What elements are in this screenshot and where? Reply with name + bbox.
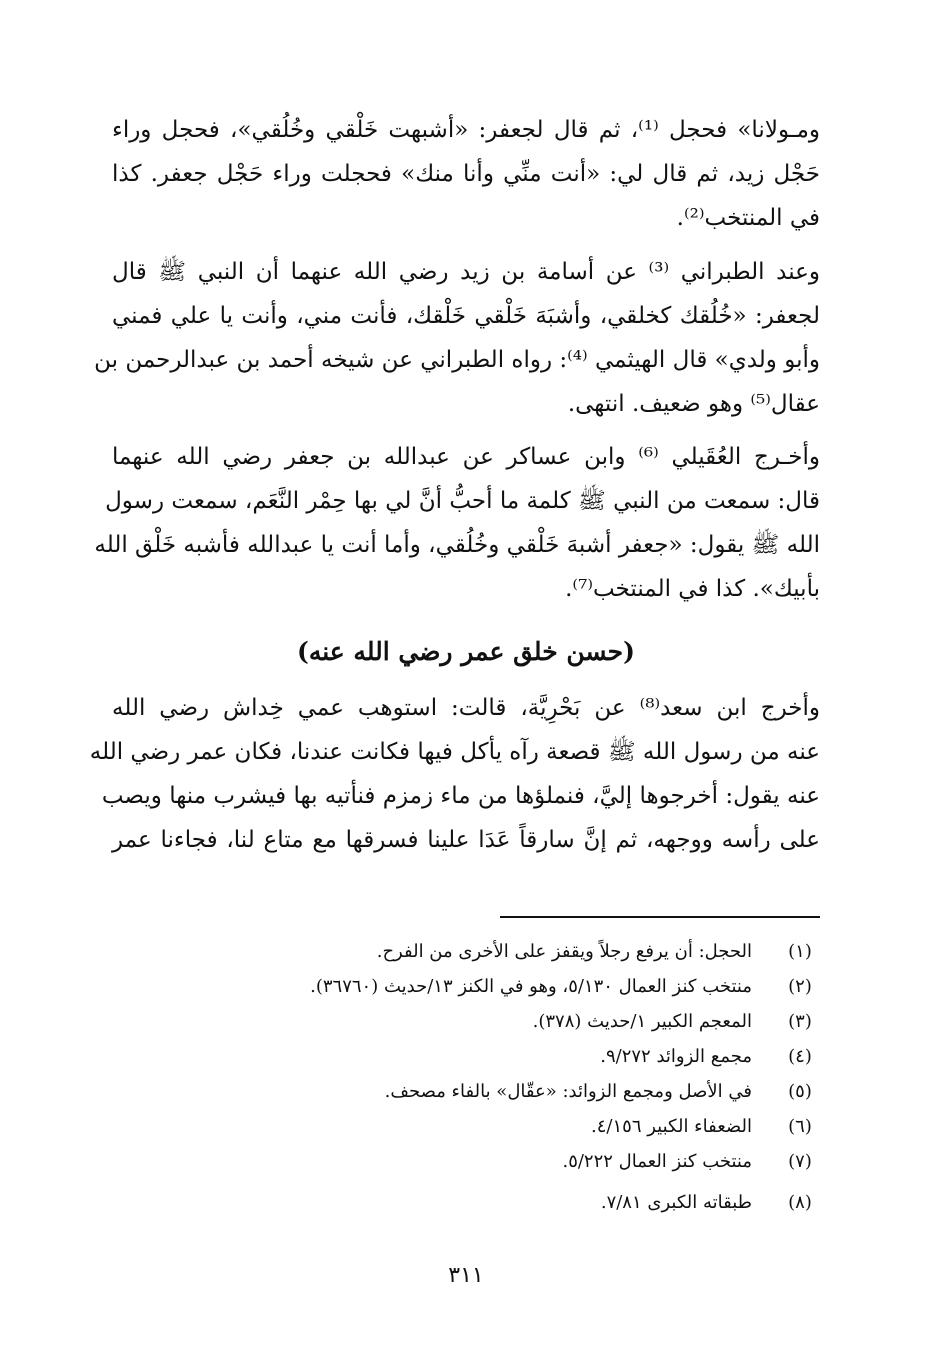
footnote-number: (٤) xyxy=(788,1046,812,1067)
footnote-number: (٣) xyxy=(788,1011,812,1032)
footnote-text: الحجل: أن يرفع رجلاً ويقفز على الأخرى من الفرح. xyxy=(376,941,752,962)
body-line: لجعفر: «خُلُقك كخلقي، وأشبَهَ خَلْقي خَلْقك، فأنت مني، وأنت يا علي فمني xyxy=(112,303,820,329)
footnote-text: في الأصل ومجمع الزوائد: «عقّال» بالفاء مصحف. xyxy=(384,1081,752,1102)
footnote-number: (٨) xyxy=(788,1192,812,1213)
section-heading: (حسن خلق عمر رضي الله عنه) xyxy=(297,637,635,666)
footnote-item xyxy=(112,1042,820,1072)
body-line: قال: سمعت من النبي ﷺ كلمة ما أحبُّ أنَّ لي بها حِمْر النَّعَم، سمعت رسول xyxy=(105,488,820,514)
footnote-item xyxy=(112,972,820,1002)
body-line: عنه من رسول الله ﷺ قصعة رآه يأكل فيها فكانت عندنا، فكان عمر رضي الله xyxy=(89,739,820,765)
body-line: ومـولانا» فحجل ⁽¹⁾، ثم قال لجعفر: «أشبهت خَلْقي وخُلُقي»، فحجل وراء xyxy=(112,117,820,143)
footnote-item xyxy=(112,937,820,967)
body-line: عقال⁽⁵⁾ وهو ضعيف. انتهى. xyxy=(567,391,820,417)
body-line: وأخـرج العُقَيلي ⁽⁶⁾ وابن عساكر عن عبدالله بن جعفر رضي الله عنهما xyxy=(112,444,820,470)
footnote-number: (٧) xyxy=(788,1151,812,1172)
body-line: وأخرج ابن سعد⁽⁸⁾ عن بَحْرِيَّة، قالت: استوهب عمي خِداش رضي الله xyxy=(112,695,820,721)
footnote-item xyxy=(112,1147,820,1177)
footnote-number: (٥) xyxy=(788,1081,812,1102)
footnote-text: منتخب كنز العمال ٥/١٣٠، وهو في الكنز ١٣/حديث (٣٦٧٦٠). xyxy=(310,976,752,997)
body-line: وأبو ولدي» قال الهيثمي ⁽⁴⁾: رواه الطبراني عن شيخه أحمد بن عبدالرحمن بن xyxy=(94,347,820,373)
footnote-text: الضعفاء الكبير ٤/١٥٦. xyxy=(591,1116,752,1137)
body-line: في المنتخب⁽²⁾. xyxy=(676,205,820,231)
footnote-item xyxy=(112,1112,820,1142)
footnote-item xyxy=(112,1007,820,1037)
body-line: بأبيك». كذا في المنتخب⁽⁷⁾. xyxy=(565,576,820,602)
footnote-text: مجمع الزوائد ٩/٢٧٢. xyxy=(600,1046,752,1067)
footnote-item xyxy=(112,1077,820,1107)
page-number: ٣١١ xyxy=(448,1263,484,1288)
body-line: الله ﷺ يقول: «جعفر أشبهَ خَلْقي وخُلُقي، وأما أنت يا عبدالله فأشبه خَلْق الله xyxy=(94,532,820,558)
footnote-divider xyxy=(500,916,820,918)
body-line: وعند الطبراني ⁽³⁾ عن أسامة بن زيد رضي الله عنهما أن النبي ﷺ قال xyxy=(112,259,820,285)
footnote-number: (١) xyxy=(788,941,812,962)
body-line: على رأسه ووجهه، ثم إنَّ سارقاً عَدَا علينا فسرقها مع متاع لنا، فجاءنا عمر xyxy=(112,827,820,853)
footnote-text: المعجم الكبير ١/حديث (٣٧٨). xyxy=(532,1011,752,1032)
footnote-item xyxy=(112,1188,820,1218)
body-line: حَجْل زيد، ثم قال لي: «أنت منِّي وأنا منك» فحجلت وراء حَجْل جعفر. كذا xyxy=(112,161,820,187)
footnote-number: (٢) xyxy=(788,976,812,997)
footnote-text: منتخب كنز العمال ٥/٢٢٢. xyxy=(562,1151,752,1172)
footnote-number: (٦) xyxy=(788,1116,812,1137)
footnote-text: طبقاته الكبرى ٧/٨١. xyxy=(600,1192,752,1213)
body-line: عنه يقول: أخرجوها إليَّ، فنملؤها من ماء زمزم فنأتيه بها فيشرب منها ويصب xyxy=(101,783,820,809)
